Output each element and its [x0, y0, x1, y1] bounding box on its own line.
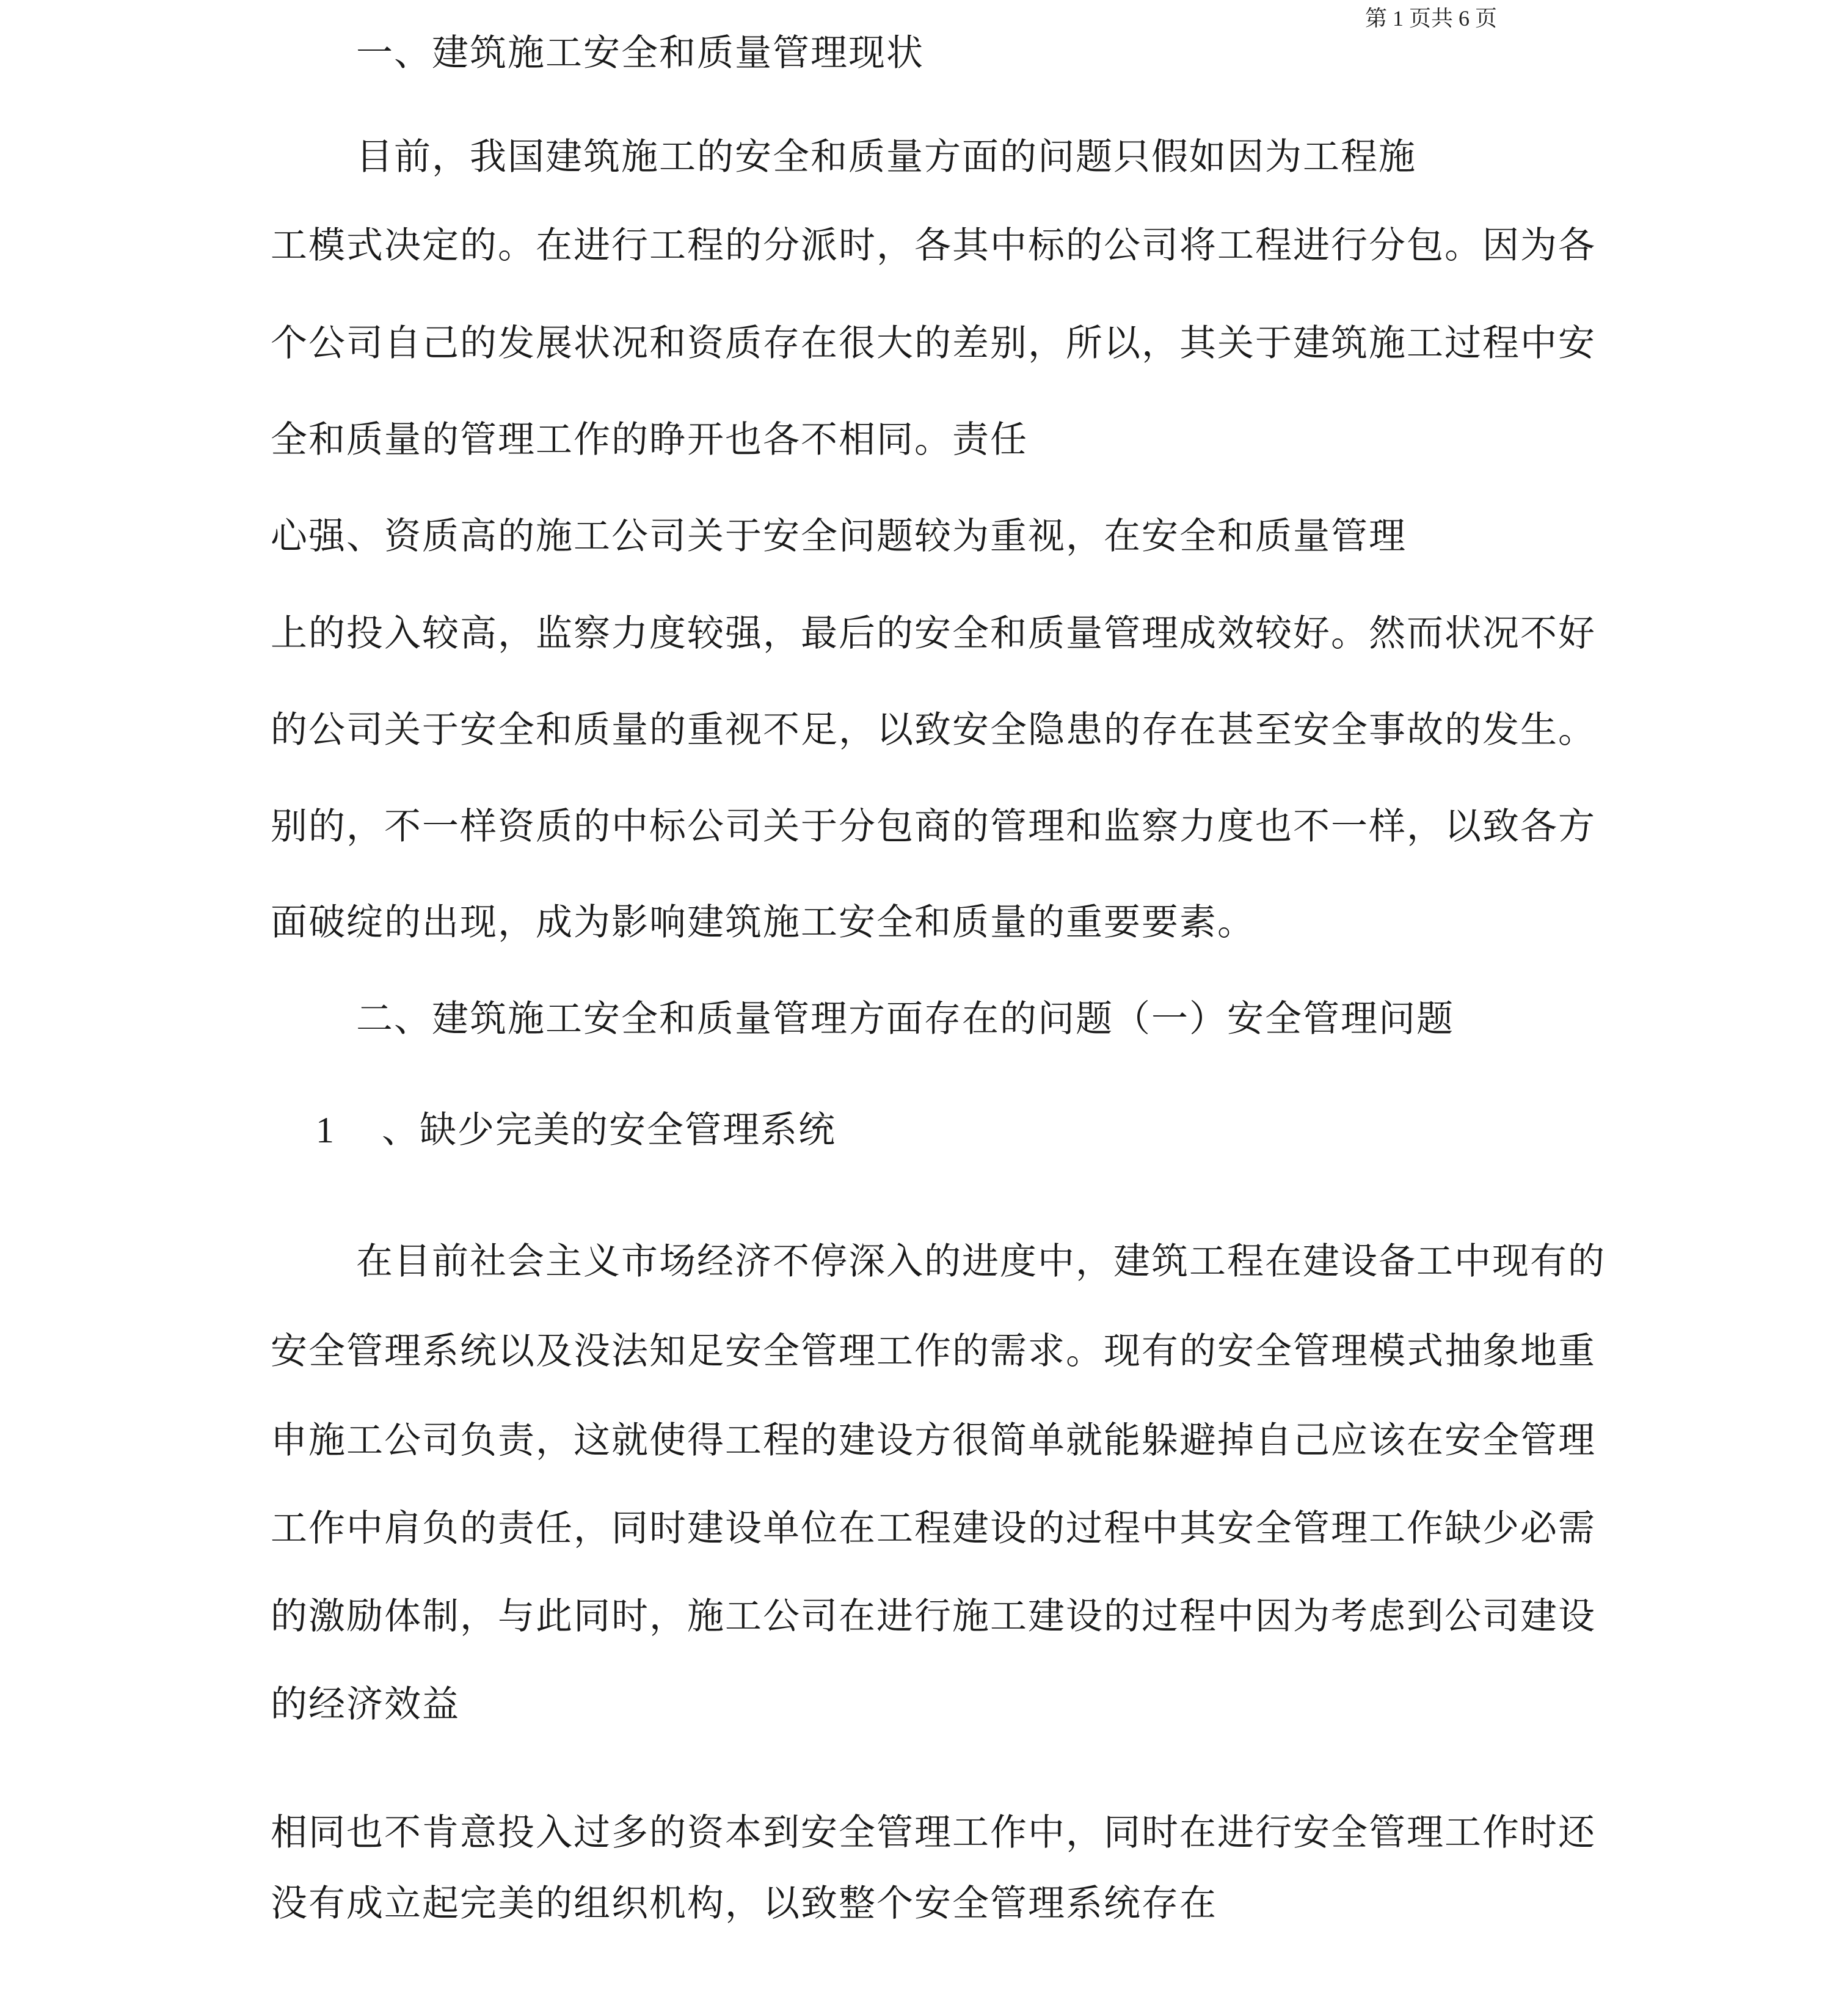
paragraph-line: 上的投入较高，监察力度较强，最后的安全和质量管理成效较好。然而状况不好 [271, 612, 1596, 655]
paragraph-line: 相同也不肯意投入过多的资本到安全管理工作中，同时在进行安全管理工作时还 [271, 1811, 1596, 1854]
paragraph-line: 工模式决定的。在进行工程的分派时，各其中标的公司将工程进行分包。因为各 [271, 224, 1596, 267]
paragraph-line: 安全管理系统以及没法知足安全管理工作的需求。现有的安全管理模式抽象地重 [271, 1330, 1596, 1373]
paragraph-line: 的激励体制，与此同时，施工公司在进行施工建设的过程中因为考虑到公司建设 [271, 1595, 1596, 1638]
paragraph-line: 工作中肩负的责任，同时建设单位在工程建设的过程中其安全管理工作缺少必需 [271, 1507, 1596, 1550]
paragraph-line: 申施工公司负责，这就使得工程的建设方很简单就能躲避掉自己应该在安全管理 [271, 1419, 1596, 1462]
paragraph-line: 个公司自己的发展状况和资质存在很大的差别，所以，其关于建筑施工过程中安 [271, 322, 1596, 365]
list-number: 1 [316, 1110, 334, 1150]
paragraph-line: 没有成立起完美的组织机构，以致整个安全管理系统存在 [271, 1882, 1217, 1925]
section-heading-2: 二、建筑施工安全和质量管理方面存在的问题（一）安全管理问题 [356, 998, 1454, 1040]
paragraph-line: 心强、资质高的施工公司关于安全问题较为重视，在安全和质量管理 [271, 515, 1407, 558]
section-heading-1: 一、建筑施工安全和质量管理现状 [356, 32, 924, 75]
page-indicator: 第 1 页共 6 页 [1365, 6, 1498, 31]
paragraph-line: 在目前社会主义市场经济不停深入的进度中，建筑工程在建设备工中现有的 [356, 1240, 1606, 1283]
paragraph-line: 的公司关于安全和质量的重视不足，以致安全隐患的存在甚至安全事故的发生。 [271, 709, 1596, 751]
paragraph-line: 目前，我国建筑施工的安全和质量方面的问题只假如因为工程施 [356, 136, 1416, 178]
paragraph-line: 别的，不一样资质的中标公司关于分包商的管理和监察力度也不一样，以致各方 [271, 805, 1596, 848]
paragraph-line: 全和质量的管理工作的睁开也各不相同。责任 [271, 418, 1028, 461]
paragraph-line: 面破绽的出现，成为影响建筑施工安全和质量的重要要素。 [271, 901, 1255, 944]
paragraph-line: 的经济效益 [271, 1683, 460, 1726]
subsection-heading: 、缺少完美的安全管理系统 [382, 1109, 836, 1152]
